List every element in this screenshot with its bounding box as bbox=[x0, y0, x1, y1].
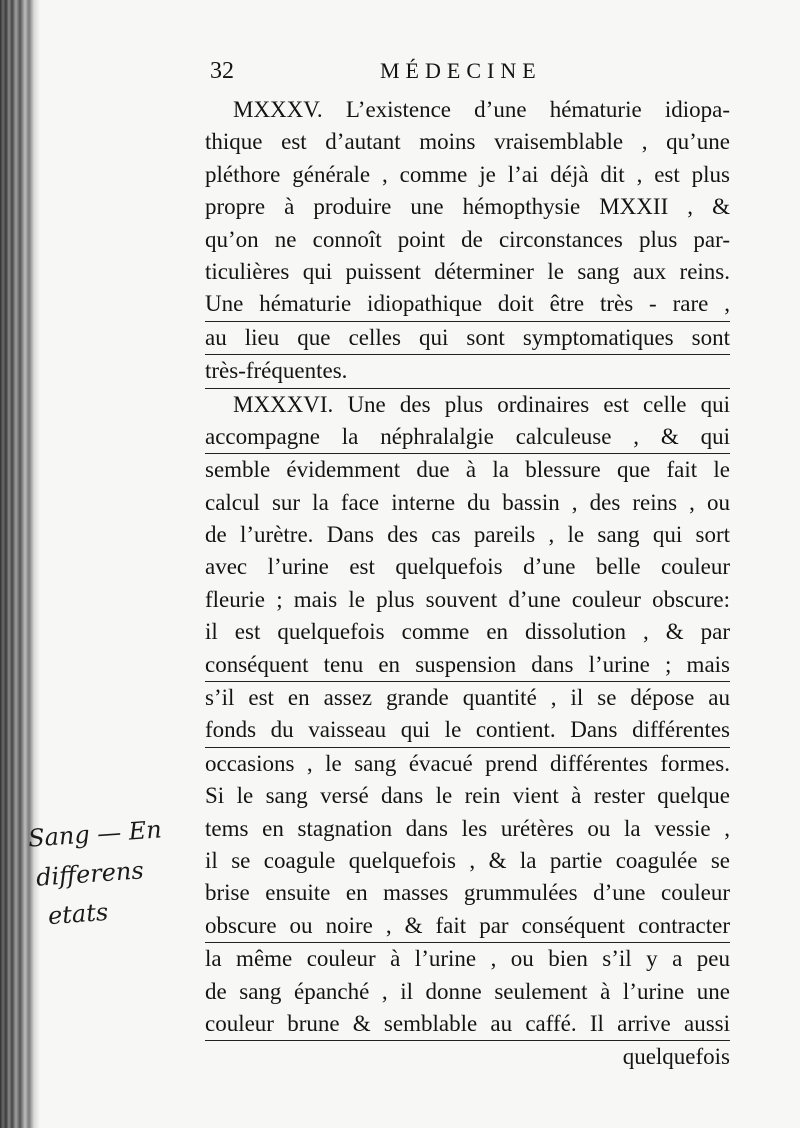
text-line: MXXXV. L’existence d’une hématurie idiopa- bbox=[233, 97, 730, 122]
text-line: ticulières qui puissent déterminer le sang aux reins. bbox=[205, 258, 730, 284]
text-line: tems en stagnation dans les urétères ou la vessie , bbox=[205, 815, 730, 841]
running-head bbox=[210, 54, 730, 94]
body-text bbox=[205, 94, 730, 1074]
text-line: il se coagule quelquefois , & la partie coagulée se bbox=[205, 847, 730, 873]
margin-note-line: differens bbox=[35, 856, 145, 892]
text-line: brise ensuite en masses grummulées d’une couleur bbox=[205, 880, 730, 906]
text-line: Si le sang versé dans le rein vient à rester quelque bbox=[205, 783, 730, 809]
text-line: occasions , le sang évacué prend différentes formes. bbox=[205, 750, 730, 776]
book-binding-edge bbox=[0, 0, 40, 1128]
text-line: semble évidemment due à la blessure que fait le bbox=[205, 457, 730, 483]
underlined-text-line: accompagne la néphralalgie calculeuse , & qui bbox=[205, 421, 730, 454]
underlined-text-line: fonds du vaisseau qui le contient. Dans différentes bbox=[205, 714, 730, 747]
text-line: propre à produire une hémopthysie MXXII , & bbox=[205, 194, 730, 220]
text-line: il est quelquefois comme en dissolution , & par bbox=[205, 619, 730, 645]
running-title: MÉDECINE bbox=[380, 58, 542, 83]
text-line: calcul sur la face interne du bassin , des reins , ou bbox=[205, 489, 730, 515]
margin-note-line: Sang — En bbox=[27, 815, 163, 853]
underlined-text-line: au lieu que celles qui sont symptomatiques sont bbox=[205, 322, 730, 355]
margin-note-line: etats bbox=[47, 897, 110, 931]
handwritten-margin-note bbox=[27, 815, 188, 940]
text-line: s’il est en assez grande quantité , il se dépose au bbox=[205, 685, 730, 711]
catchword: quelquefois bbox=[622, 1044, 730, 1070]
text-line: avec l’urine est quelquefois d’une belle couleur bbox=[205, 554, 730, 580]
underlined-text-line: obscure ou noire , & fait par conséquent contracter bbox=[205, 910, 730, 943]
underlined-text-line: très-fréquentes. bbox=[205, 355, 730, 388]
text-line: de sang épanché , il donne seulement à l’urine une bbox=[205, 978, 730, 1004]
text-line: qu’on ne connoît point de circonstances plus par- bbox=[205, 226, 730, 252]
text-line: MXXXVI. Une des plus ordinaires est celle qui bbox=[233, 391, 730, 417]
text-line: pléthore générale , comme je l’ai déjà dit , est plus bbox=[205, 161, 730, 187]
underlined-text-line: Une hématurie idiopathique doit être très - rare , bbox=[205, 288, 730, 321]
page-number: 32 bbox=[210, 58, 234, 84]
underlined-text-line: conséquent tenu en suspension dans l’urine ; mais bbox=[205, 649, 730, 682]
text-line: fleurie ; mais le plus souvent d’une couleur obscure: bbox=[205, 586, 730, 612]
text-line: de l’urètre. Dans des cas pareils , le sang qui sort bbox=[205, 522, 730, 548]
underlined-text-line: couleur brune & semblable au caffé. Il arrive aussi bbox=[205, 1008, 730, 1041]
text-line: thique est d’autant moins vraisemblable , qu’une bbox=[205, 129, 730, 155]
text-line: la même couleur à l’urine , ou bien s’il y a peu bbox=[205, 946, 730, 972]
